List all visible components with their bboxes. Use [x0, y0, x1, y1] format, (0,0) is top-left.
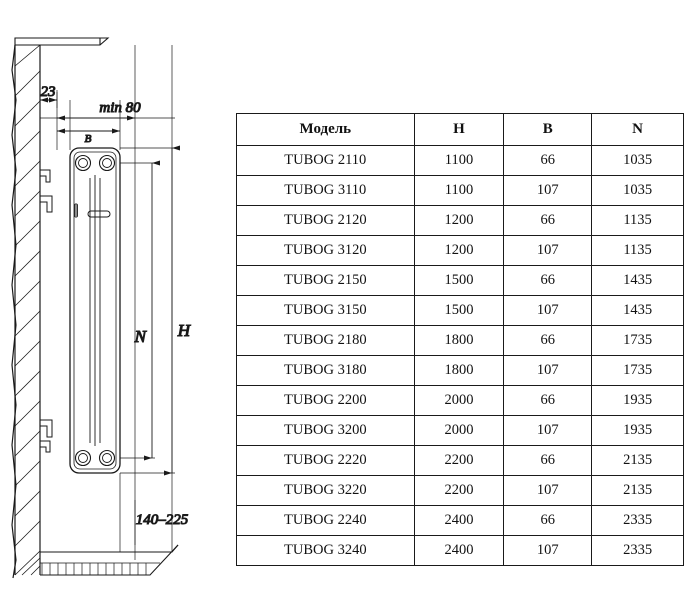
table-cell-n: 1435: [592, 266, 684, 296]
dimension-min80-label: min 80: [99, 100, 141, 116]
table-cell-h: 1100: [414, 146, 504, 176]
table-cell-n: 1935: [592, 416, 684, 446]
table-cell-b: 107: [504, 296, 592, 326]
table-cell-h: 1800: [414, 356, 504, 386]
table-cell-b: 107: [504, 176, 592, 206]
table-cell-n: 2335: [592, 536, 684, 566]
dimension-n-label: N: [134, 327, 146, 346]
table-row: [237, 146, 684, 176]
table-row: [237, 236, 684, 266]
table-cell-model: TUBOG 3110: [237, 176, 415, 206]
specification-table: [236, 113, 684, 566]
table-header-b: B: [504, 114, 592, 146]
dimension-h: [120, 148, 175, 473]
table-cell-h: 2400: [414, 536, 504, 566]
table-cell-n: 2335: [592, 506, 684, 536]
table-row: [237, 296, 684, 326]
table-cell-h: 1100: [414, 176, 504, 206]
extension-lines: [40, 45, 175, 560]
table-header-h: H: [414, 114, 504, 146]
table-cell-model: TUBOG 3150: [237, 296, 415, 326]
table-cell-b: 66: [504, 446, 592, 476]
table-cell-b: 107: [504, 536, 592, 566]
table-cell-n: 1035: [592, 176, 684, 206]
dimension-23-label: 23: [40, 84, 56, 100]
table-cell-h: 2000: [414, 386, 504, 416]
table-cell-n: 1935: [592, 386, 684, 416]
table-cell-h: 2000: [414, 416, 504, 446]
ceiling-slab: [15, 38, 108, 45]
specification-table-container: [236, 113, 684, 566]
table-cell-b: 66: [504, 206, 592, 236]
radiator-technical-drawing: [0, 0, 236, 613]
table-cell-model: TUBOG 3220: [237, 476, 415, 506]
table-cell-model: TUBOG 3240: [237, 536, 415, 566]
floor-slab: [40, 545, 178, 575]
table-row: [237, 266, 684, 296]
table-header-n: N: [592, 114, 684, 146]
table-cell-n: 1135: [592, 236, 684, 266]
table-cell-b: 66: [504, 326, 592, 356]
table-cell-model: TUBOG 3180: [237, 356, 415, 386]
table-row: [237, 506, 684, 536]
table-cell-n: 1735: [592, 356, 684, 386]
table-cell-b: 66: [504, 386, 592, 416]
table-cell-model: TUBOG 3120: [237, 236, 415, 266]
table-cell-b: 66: [504, 266, 592, 296]
table-cell-b: 66: [504, 506, 592, 536]
table-row: [237, 446, 684, 476]
table-cell-h: 1200: [414, 236, 504, 266]
table-cell-model: TUBOG 2150: [237, 266, 415, 296]
table-cell-n: 2135: [592, 446, 684, 476]
table-cell-model: TUBOG 2240: [237, 506, 415, 536]
table-header-model: Модель: [237, 114, 415, 146]
table-cell-b: 107: [504, 476, 592, 506]
table-cell-h: 2200: [414, 476, 504, 506]
table-cell-b: 107: [504, 236, 592, 266]
table-cell-h: 1500: [414, 266, 504, 296]
table-cell-model: TUBOG 2220: [237, 446, 415, 476]
table-cell-model: TUBOG 2120: [237, 206, 415, 236]
dimension-floor-clearance: [120, 473, 135, 552]
table-cell-h: 2400: [414, 506, 504, 536]
dimension-n: [120, 163, 155, 458]
table-row: [237, 416, 684, 446]
table-cell-n: 1435: [592, 296, 684, 326]
table-cell-model: TUBOG 2180: [237, 326, 415, 356]
table-cell-h: 1800: [414, 326, 504, 356]
table-header-row: [237, 114, 684, 146]
table-row: [237, 206, 684, 236]
table-row: [237, 356, 684, 386]
radiator-body: [70, 148, 120, 473]
table-cell-b: 66: [504, 146, 592, 176]
table-cell-n: 1735: [592, 326, 684, 356]
table-cell-n: 1035: [592, 146, 684, 176]
table-row: [237, 326, 684, 356]
table-cell-model: TUBOG 2200: [237, 386, 415, 416]
dimension-floor-clearance-label: 140–225: [135, 512, 189, 528]
table-cell-n: 1135: [592, 206, 684, 236]
table-row: [237, 386, 684, 416]
table-row: [237, 536, 684, 566]
table-cell-model: TUBOG 2110: [237, 146, 415, 176]
table-cell-h: 2200: [414, 446, 504, 476]
table-cell-h: 1200: [414, 206, 504, 236]
wall-hatching: [15, 45, 40, 575]
table-cell-model: TUBOG 3200: [237, 416, 415, 446]
table-row: [237, 176, 684, 206]
dimension-h-label: H: [177, 321, 190, 340]
dimension-b-label: B: [84, 133, 92, 145]
table-cell-b: 107: [504, 356, 592, 386]
table-cell-b: 107: [504, 416, 592, 446]
table-cell-h: 1500: [414, 296, 504, 326]
wall-brackets: [40, 170, 52, 452]
table-row: [237, 476, 684, 506]
table-cell-n: 2135: [592, 476, 684, 506]
